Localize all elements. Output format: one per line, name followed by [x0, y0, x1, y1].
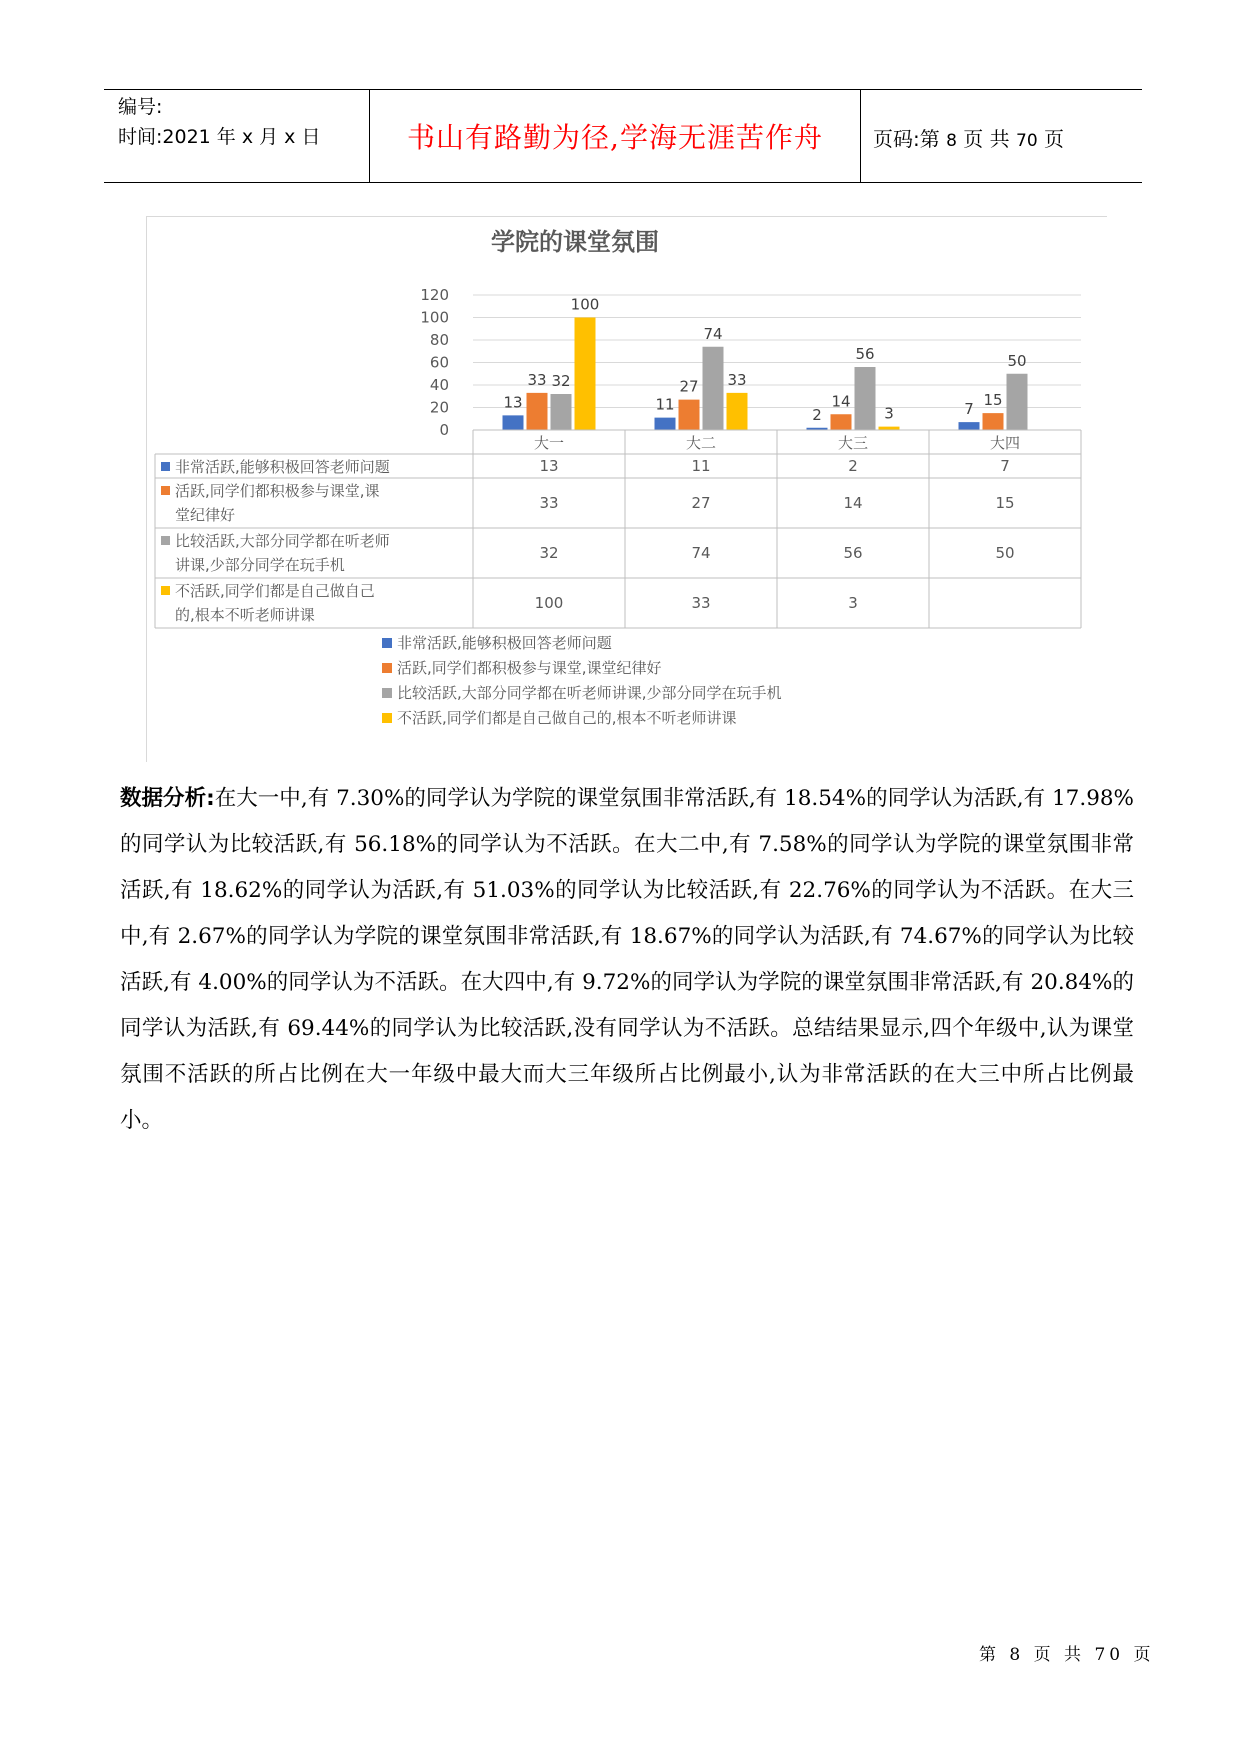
- bar: [727, 393, 748, 430]
- analysis-label: 数据分析:: [120, 786, 215, 811]
- table-cell-value: 27: [691, 494, 711, 512]
- header-page-indicator: [873, 123, 1064, 152]
- data-label: 14: [831, 392, 851, 411]
- table-row-label: 不活跃,同学们都是自己做自己: [175, 582, 375, 600]
- table-cell-value: 13: [539, 457, 559, 475]
- data-label: 74: [703, 324, 723, 343]
- chart-title: 学院的课堂氛围: [491, 228, 659, 256]
- bar: [527, 393, 548, 430]
- table-row-label: 非常活跃,能够积极回答老师问题: [175, 458, 390, 476]
- legend-key: [382, 688, 392, 698]
- legend-key: [382, 713, 392, 723]
- y-tick-label: 0: [439, 421, 449, 439]
- table-cell-value: 15: [995, 494, 1015, 512]
- footer-prefix: 第: [979, 1645, 1010, 1665]
- bar: [983, 413, 1004, 430]
- bar: [959, 422, 980, 430]
- data-label: 7: [964, 400, 974, 419]
- data-label: 50: [1007, 351, 1027, 370]
- x-tick-label: 大四: [989, 434, 1021, 452]
- bar: [551, 394, 572, 430]
- x-tick-label: 大二: [685, 434, 717, 452]
- data-label: 27: [679, 377, 699, 396]
- table-cell-value: 100: [534, 594, 564, 612]
- table-cell-value: 33: [691, 594, 711, 612]
- footer-total: 70: [1094, 1645, 1125, 1665]
- y-tick-label: 20: [429, 398, 449, 417]
- header-motto: 书山有路勤为径,学海无涯苦作舟: [407, 121, 823, 154]
- x-tick-label: 大三: [837, 434, 869, 452]
- header-bottom-rule: [104, 182, 1142, 183]
- table-row-label: 比较活跃,大部分同学都在听老师: [175, 532, 390, 550]
- header-meta: [118, 92, 320, 152]
- legend-entry: 比较活跃,大部分同学都在听老师讲课,少部分同学在玩手机: [397, 684, 782, 702]
- header-time-label: 时间:2021 年 x 月 x 日: [118, 126, 321, 148]
- header-page-mid: 页 共: [956, 127, 1017, 151]
- footer-page: 8: [1009, 1645, 1025, 1665]
- table-legend-key: [161, 586, 170, 595]
- table-row-label: 堂纪律好: [175, 506, 236, 524]
- bar: [855, 367, 876, 430]
- table-row-label: 讲课,少部分同学在玩手机: [175, 556, 345, 574]
- data-label: 33: [527, 370, 547, 389]
- y-tick-label: 120: [420, 286, 449, 304]
- y-tick-label: 100: [420, 308, 449, 327]
- y-tick-label: 40: [429, 376, 449, 394]
- legend-key: [382, 663, 392, 673]
- bar: [503, 415, 524, 430]
- bar: [703, 347, 724, 430]
- data-label: 100: [570, 295, 600, 314]
- table-cell-value: 11: [691, 457, 711, 475]
- header-page-number: 8: [946, 131, 957, 151]
- legend-entry: 活跃,同学们都积极参与课堂,课堂纪律好: [397, 659, 662, 677]
- data-label: 13: [503, 393, 523, 412]
- bar: [679, 400, 700, 430]
- x-tick-label: 大一: [533, 434, 565, 452]
- table-cell-value: 50: [995, 544, 1015, 562]
- table-cell-value: 7: [1000, 457, 1010, 475]
- chart-svg: [147, 217, 1107, 762]
- table-cell-value: 32: [539, 544, 559, 562]
- table-row-label: 的,根本不听老师讲课: [175, 606, 315, 624]
- data-label: 11: [655, 395, 675, 414]
- table-cell-value: 33: [539, 494, 559, 512]
- table-cell-value: 74: [691, 544, 711, 562]
- legend-entry: 不活跃,同学们都是自己做自己的,根本不听老师讲课: [397, 709, 737, 727]
- table-cell-value: 2: [848, 457, 858, 475]
- y-tick-label: 60: [429, 353, 449, 372]
- analysis-paragraph: [120, 776, 1134, 1144]
- bar: [575, 318, 596, 431]
- legend-key: [382, 638, 392, 648]
- y-tick-label: 80: [429, 331, 449, 349]
- bar: [1007, 374, 1028, 430]
- page-footer: [979, 1640, 1155, 1665]
- classroom-atmosphere-chart: [146, 216, 1107, 762]
- table-cell-value: 56: [843, 544, 863, 562]
- bar: [879, 427, 900, 430]
- header-page-prefix: 页码:第: [873, 127, 947, 151]
- bar: [831, 414, 852, 430]
- header-page-suffix: 页: [1037, 127, 1065, 151]
- header-page-total: 70: [1016, 131, 1038, 151]
- table-legend-key: [161, 536, 170, 545]
- data-label: 32: [551, 372, 571, 390]
- table-legend-key: [161, 462, 170, 471]
- legend-entry: 非常活跃,能够积极回答老师问题: [397, 634, 612, 652]
- table-row-label: 活跃,同学们都积极参与课堂,课: [175, 482, 380, 500]
- data-label: 15: [983, 391, 1003, 410]
- data-label: 33: [727, 370, 747, 389]
- data-label: 2: [812, 405, 822, 424]
- table-legend-key: [161, 486, 170, 495]
- header-top-rule: [104, 89, 1142, 90]
- footer-suffix: 页: [1124, 1645, 1155, 1665]
- header-number-label: 编号:: [118, 96, 163, 118]
- analysis-text: 在大一中,有 7.30%的同学认为学院的课堂氛围非常活跃,有 18.54%的同学认为活跃,有 17.98%的同学认为比较活跃,有 56.18%的同学认为不活跃。在大二中,有 7.58%的同学认为学院的课堂氛围非常活跃,有 18.62%的同学认为活跃,有 51.03%的同学认为比较活跃,有 22.76%的同学认为不活跃。在大三中,有 2.67%的同学认为学院的课堂氛围非常活跃,有 18.67%的同学认为活跃,有 74.67%的同学认为比较活跃,有 4.00%的同学认为不活跃。在大四中,有 9.72%的同学认为学院的课堂氛围非常活跃,有 20.84%的同学认为活跃,有 69.44%的同学认为比较活跃,没有同学认为不活跃。总结结果显示,四个年级中,认为课堂氛围不活跃的所占比例在大一年级中最大而大三年级所占比例最小,认为非常活跃的在大三中所占比例最小。: [120, 786, 1134, 1133]
- footer-mid: 页 共: [1024, 1645, 1095, 1665]
- data-label: 3: [884, 404, 894, 423]
- data-label: 56: [855, 345, 875, 363]
- table-cell-value: 14: [843, 494, 863, 512]
- header-divider-right: [860, 89, 861, 183]
- bar: [655, 418, 676, 430]
- table-cell-value: 3: [848, 594, 858, 612]
